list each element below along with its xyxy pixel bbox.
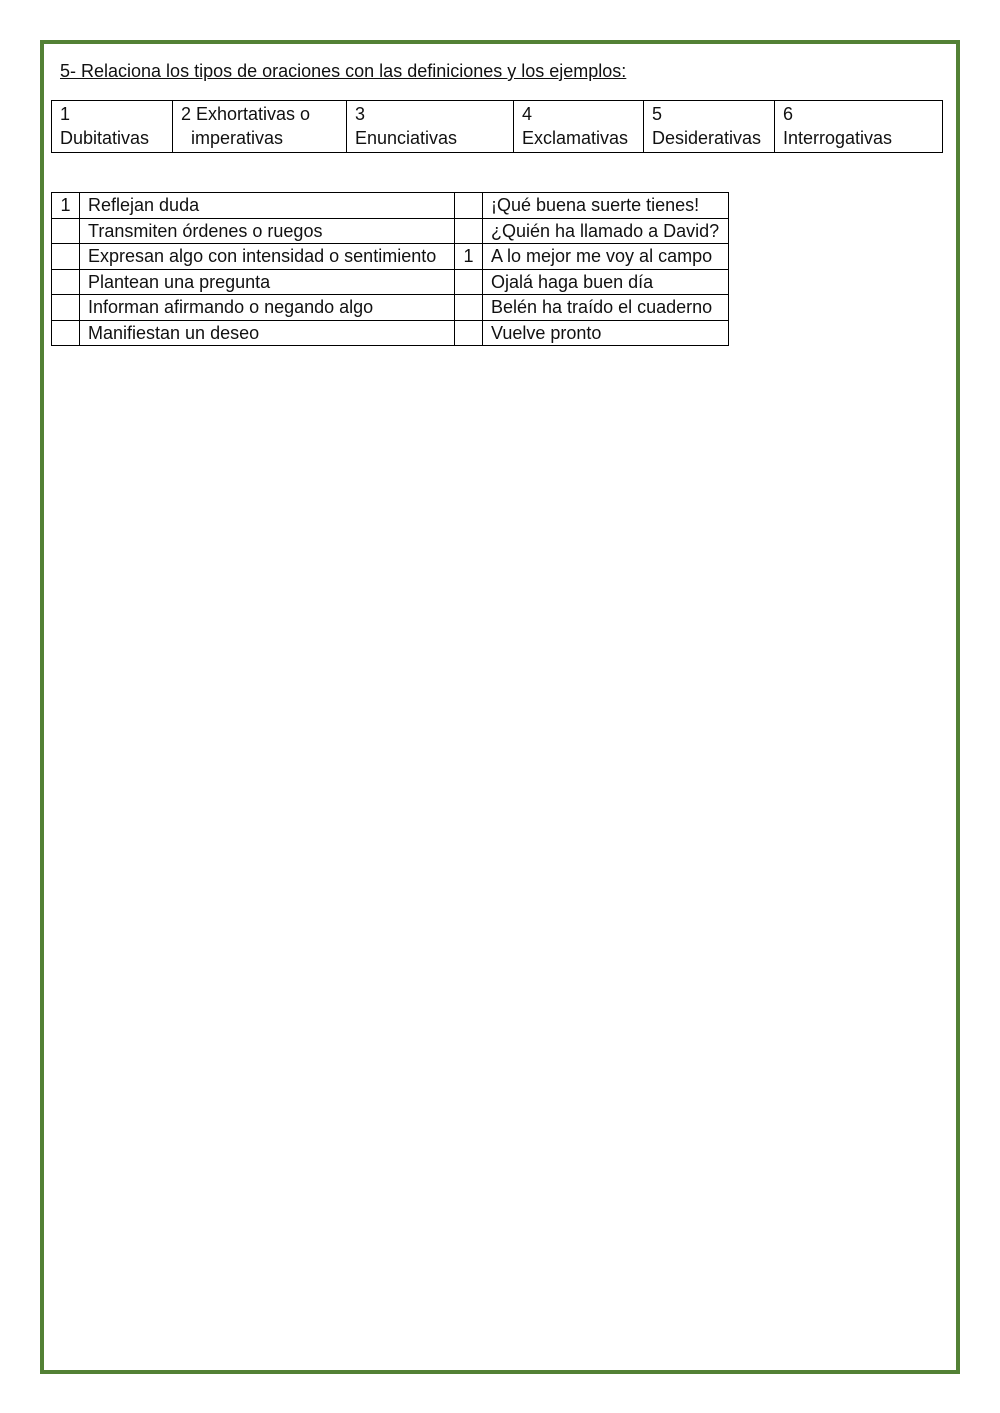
type-name: Enunciativas [355,128,458,148]
type-cell-1 [52,101,173,153]
example-cell: ¡Qué buena suerte tienes! [483,193,729,219]
definition-answer-box[interactable] [52,320,80,346]
type-cell-3 [347,101,514,153]
sentence-types-table [51,100,943,153]
example-answer-box[interactable] [455,218,483,244]
example-answer-box[interactable] [455,269,483,295]
types-row [52,101,943,153]
type-number: 3 [355,104,366,124]
example-cell: Belén ha traído el cuaderno [483,295,729,321]
table-row [52,295,729,321]
example-cell: Vuelve pronto [483,320,729,346]
type-cell-2 [173,101,347,153]
type-number: 2 Exhortativas o [181,104,311,124]
type-cell-6 [775,101,943,153]
definition-cell: Transmiten órdenes o ruegos [80,218,455,244]
definition-cell: Expresan algo con intensidad o sentimiento [80,244,455,270]
type-cell-5 [644,101,775,153]
definition-cell: Plantean una pregunta [80,269,455,295]
type-number: 6 [783,104,794,124]
table-row [52,320,729,346]
definition-answer-box[interactable] [52,269,80,295]
example-answer-box[interactable] [455,320,483,346]
table-row [52,244,729,270]
table-row [52,193,729,219]
definition-answer-box[interactable]: 1 [52,193,80,219]
table-row [52,269,729,295]
type-name: Exclamativas [522,128,629,148]
definition-cell: Informan afirmando o negando algo [80,295,455,321]
definition-answer-box[interactable] [52,244,80,270]
example-answer-box[interactable] [455,193,483,219]
type-name: Dubitativas [60,128,150,148]
type-cell-4 [514,101,644,153]
example-cell: A lo mejor me voy al campo [483,244,729,270]
type-number: 5 [652,104,663,124]
type-name: Interrogativas [783,128,893,148]
type-name: imperativas [191,128,284,148]
exercise-heading: 5- Relaciona los tipos de oraciones con las definiciones y los ejemplos: [60,61,627,81]
definition-answer-box[interactable] [52,218,80,244]
type-number: 4 [522,104,533,124]
definition-cell: Manifiestan un deseo [80,320,455,346]
example-cell: Ojalá haga buen día [483,269,729,295]
definition-cell: Reflejan duda [80,193,455,219]
definition-answer-box[interactable] [52,295,80,321]
table-row [52,218,729,244]
example-cell: ¿Quién ha llamado a David? [483,218,729,244]
example-answer-box[interactable]: 1 [455,244,483,270]
type-number: 1 [60,104,71,124]
matching-table [51,192,729,346]
example-answer-box[interactable] [455,295,483,321]
type-name: Desiderativas [652,128,762,148]
